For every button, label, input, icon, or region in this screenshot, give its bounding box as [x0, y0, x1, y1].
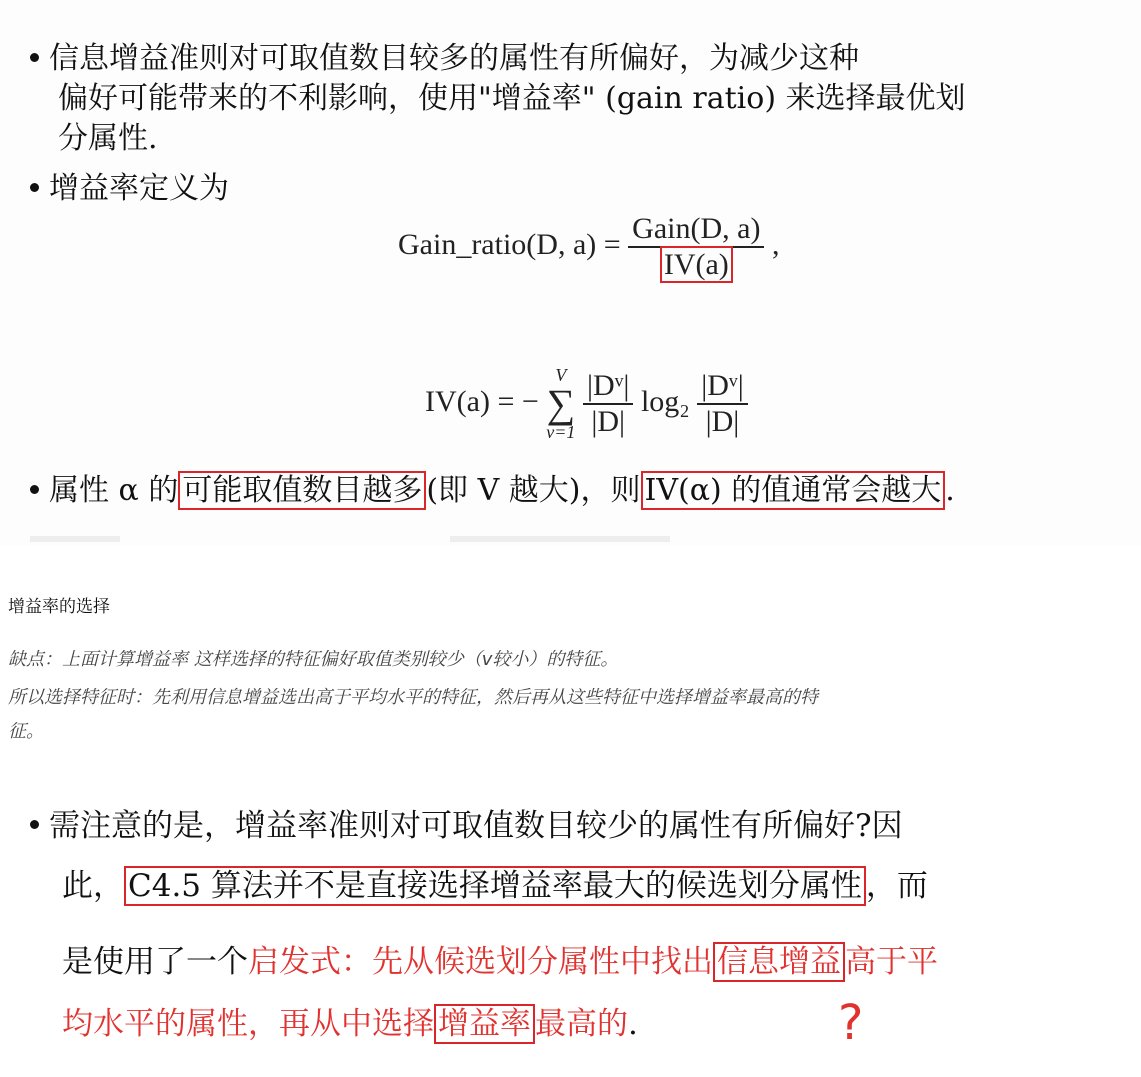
formula-iv [425, 365, 748, 443]
highlight-box-gain-ratio: 增益率 [434, 1004, 535, 1044]
bullet-dot [30, 53, 39, 62]
sum-symbol: V ∑ v=1 [546, 365, 576, 442]
formula-iv-lhs: IV(a) = − [425, 384, 539, 418]
bullet-3: 属性 α 的 可能取值数目越多 (即 V 越大)，则 IV(α) 的值通常会越大 . [30, 472, 955, 510]
note-line-2: 所以选择特征时：先利用信息增益选出高于平均水平的特征，然后再从这些特征中选择增益率最高的特 [8, 687, 818, 708]
highlight-box-iv: IV(a) [660, 246, 733, 283]
formula-log: log₂ [640, 384, 690, 418]
bullet-1-line-2: 偏好可能带来的不利影响，使用"增益率" (gain ratio) 来选择最优划 [58, 81, 966, 116]
formula-denominator [628, 246, 764, 282]
slide2-line-2: 此， C4.5 算法并不是直接选择增益率最大的候选划分属性 ，而 [62, 868, 928, 904]
formula-iv-fraction-2: $\frac{\text{|Dᵛ|}}{|D|}$ [697, 369, 748, 439]
formula-iv-fraction-1: $\frac{\text{|Dᵛ|}}{|D|}$ [583, 369, 634, 439]
formula-comma: , [771, 227, 780, 261]
highlight-box-c45: C4.5 算法并不是直接选择增益率最大的候选划分属性 [124, 866, 866, 906]
bullet-dot [30, 183, 39, 192]
bullet-1-line-3: 分属性. [58, 121, 158, 156]
section-heading: 增益率的选择 [8, 597, 110, 617]
formula-gain-ratio [398, 212, 779, 282]
slide2-line-4: 均水平的属性，再从中选择 增益率 最高的. [62, 1006, 638, 1042]
highlight-box-info-gain: 信息增益 [713, 942, 845, 982]
note-line-1: 缺点：上面计算增益率 这样选择的特征偏好取值类别较少（v较小）的特征。 [8, 649, 619, 670]
bullet-1-line-1: 信息增益准则对可取值数目较多的属性有所偏好，为减少这种 [30, 40, 859, 78]
formula-numerator: Gain(D, a) [632, 212, 761, 245]
formula-fraction [628, 212, 764, 282]
slide2-line-3: 是使用了一个启发式：先从候选划分属性中找出 信息增益 高于平 [62, 944, 938, 980]
highlight-box-iv-larger: IV(α) 的值通常会越大 [641, 471, 946, 510]
slide-footer-left [30, 536, 120, 542]
formula-lhs: Gain_ratio(D, a) = [398, 227, 621, 261]
note-line-3: 征。 [8, 721, 44, 742]
bullet-dot [30, 820, 39, 829]
slide2-line-1: 需注意的是，增益率准则对可取值数目较少的属性有所偏好?因 [30, 806, 903, 846]
bullet-dot [30, 485, 39, 494]
bullet-2: 增益率定义为 [30, 170, 229, 208]
handwritten-question-mark: ? [838, 995, 864, 1051]
highlight-box-more-values: 可能取值数目越多 [178, 471, 426, 510]
slide-footer-center [450, 536, 670, 542]
